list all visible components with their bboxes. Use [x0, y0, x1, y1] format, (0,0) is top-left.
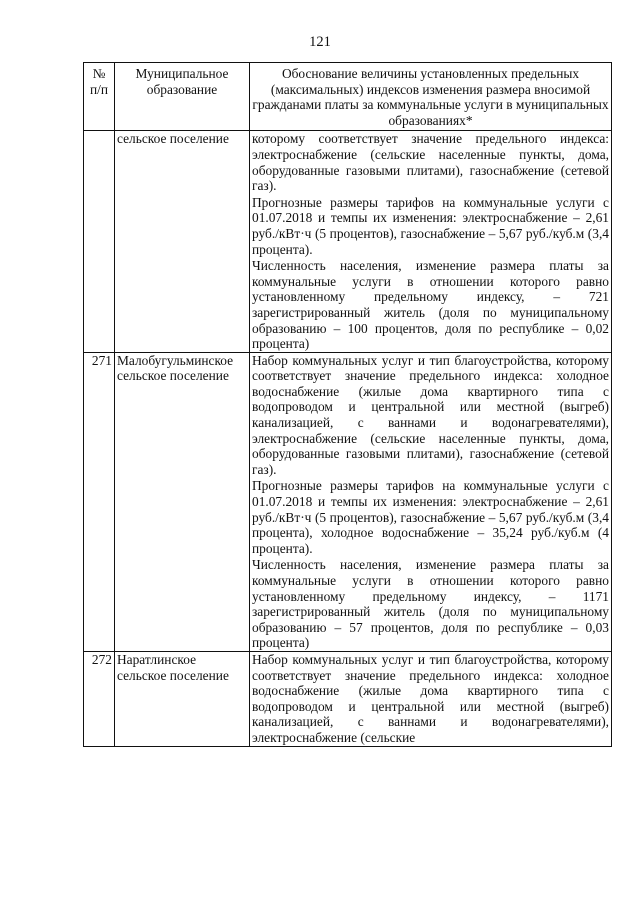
justification-paragraph: Набор коммунальных услуг и тип благоустройства, которому соответствует значение предельного индекса: холодное водоснабжение (жилые дома квартирного типа с водопроводом и центральной или местной (выгреб) канализацией, с ваннами и водонагревателями), электроснабжение (сельские	[252, 651, 609, 745]
row-justification	[250, 651, 612, 746]
justification-paragraph: Численность населения, изменение размера платы за коммунальные услуги в отношении которого равно установленному предельному индексу, – 1171 зарегистрированный житель (доля по муниципальному образованию – 57 процентов, доля по республике – 0,03 процента)	[252, 557, 609, 651]
header-justification: Обоснование величины установленных предельных (максимальных) индексов изменения размера вносимой гражданами платы за коммунальные услуги в муниципальных образованиях*	[250, 63, 612, 131]
justification-paragraph: Прогнозные размеры тарифов на коммунальные услуги с 01.07.2018 и темпы их изменения: электроснабжение – 2,61 руб./кВт·ч (5 процентов), газоснабжение – 5,67 руб./куб.м (3,4 процента), холодное водоснабжение – 35,24 руб./куб.м (4 процента).	[252, 478, 609, 556]
tariff-index-table	[83, 62, 612, 747]
table-row	[84, 352, 612, 651]
justification-paragraph: Набор коммунальных услуг и тип благоустройства, которому соответствует значение предельного индекса: холодное водоснабжение (жилые дома квартирного типа с водопроводом и центральной или местной (выгреб) канализацией, с ваннами и водонагревателями), электроснабжение (сельские населенные пункты, дома, оборудованные газовыми плитами), газоснабжение (сетевой газ).	[252, 352, 609, 477]
table-row	[84, 651, 612, 746]
row-number	[84, 131, 115, 352]
header-number: № п/п	[84, 63, 115, 131]
row-number: 271	[84, 352, 115, 651]
row-municipality: Малобугульминское сельское поселение	[115, 352, 250, 651]
page-number: 121	[309, 34, 331, 50]
row-number: 272	[84, 651, 115, 746]
header-municipality: Муниципальное образование	[115, 63, 250, 131]
row-municipality: сельское поселение	[115, 131, 250, 352]
justification-paragraph: Прогнозные размеры тарифов на коммунальные услуги с 01.07.2018 и темпы их изменения: электроснабжение – 2,61 руб./кВт·ч (5 процентов), газоснабжение – 5,67 руб./куб.м (3,4 процента).	[252, 194, 609, 257]
row-justification	[250, 352, 612, 651]
row-justification	[250, 131, 612, 352]
table-body	[84, 131, 612, 746]
table-header-row	[84, 63, 612, 131]
table-row	[84, 131, 612, 352]
justification-paragraph: Численность населения, изменение размера платы за коммунальные услуги в отношении которого равно установленному предельному индексу, – 721 зарегистрированный житель (доля по муниципальному образованию – 100 процентов, доля по республике – 0,02 процента)	[252, 258, 609, 352]
justification-paragraph: которому соответствует значение предельного индекса: электроснабжение (сельские населенные пункты, дома, оборудованные газовыми плитами), газоснабжение (сетевой газ).	[252, 131, 609, 194]
row-municipality: Наратлинское сельское поселение	[115, 651, 250, 746]
